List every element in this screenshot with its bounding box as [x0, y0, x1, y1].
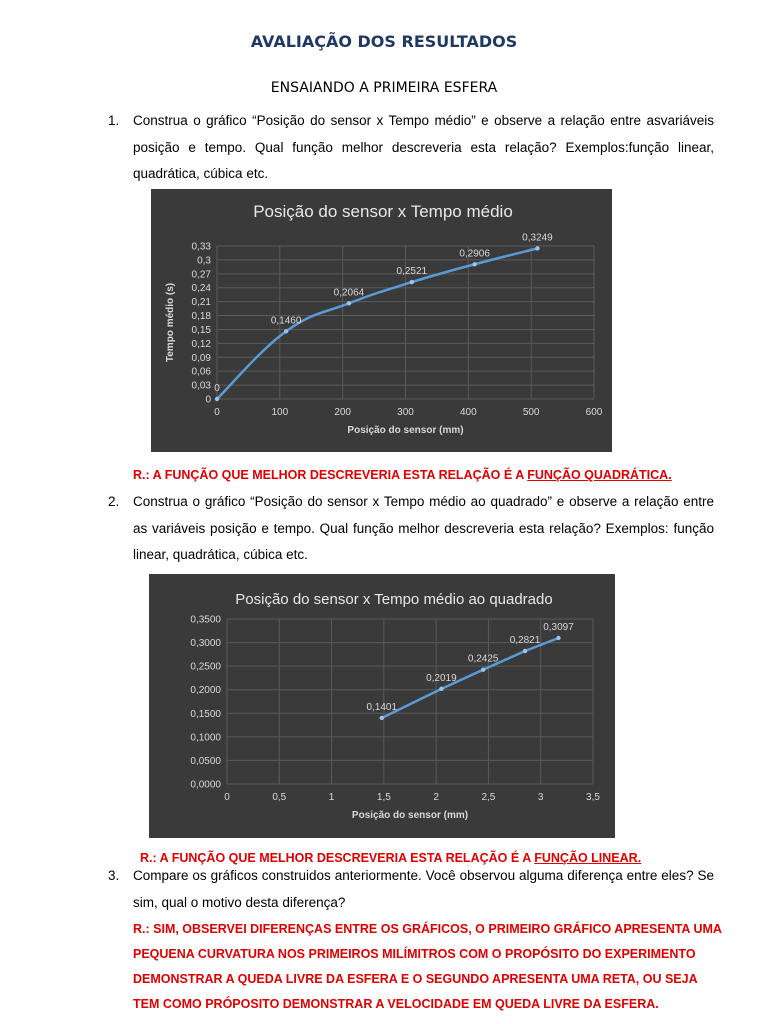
x-axis-label: Posição do sensor (mm) — [347, 425, 464, 436]
data-label: 0,2906 — [459, 248, 490, 260]
chart-2-svg — [149, 574, 615, 838]
answer-2-highlight: FUNÇÃO LINEAR. — [534, 851, 642, 865]
question-number: 1. — [108, 113, 120, 128]
x-tick-label: 200 — [334, 407, 352, 418]
chart-title: Posição do sensor x Tempo médio — [253, 202, 513, 221]
question-text: Compare os gráficos construidos anteriormente. Você observou alguma diferença entre eles? Se sim, qual o motivo desta diferença? — [133, 868, 714, 910]
y-tick-label: 0,1500 — [190, 708, 221, 720]
y-tick-label: 0,03 — [191, 380, 211, 392]
y-tick-label: 0,24 — [191, 283, 211, 295]
y-tick-label: 0,0000 — [190, 779, 221, 791]
y-tick-label: 0,18 — [191, 311, 211, 323]
data-label: 0,2821 — [509, 635, 541, 647]
data-point — [556, 636, 560, 640]
data-label: 0,2064 — [333, 287, 365, 299]
x-axis-label: Posição do sensor (mm) — [351, 810, 469, 821]
data-point — [472, 262, 476, 266]
data-point — [523, 649, 527, 653]
question-1 — [108, 108, 714, 188]
y-tick-label: 0,33 — [191, 241, 211, 253]
data-point — [380, 716, 384, 720]
data-point — [215, 397, 219, 401]
x-tick-label: 0,5 — [272, 792, 287, 803]
y-tick-label: 0,2500 — [190, 661, 221, 673]
y-tick-label: 0,2000 — [190, 685, 221, 697]
x-tick-label: 3 — [537, 792, 544, 803]
x-tick-label: 2,5 — [481, 792, 496, 803]
data-point — [347, 301, 351, 305]
chart-1-svg — [151, 189, 612, 452]
y-tick-label: 0,15 — [191, 324, 211, 336]
data-point — [284, 329, 288, 333]
chart-title: Posição do sensor x Tempo médio ao quadrado — [235, 591, 553, 608]
x-tick-label: 0 — [214, 407, 220, 418]
question-3 — [108, 863, 714, 916]
x-tick-label: 500 — [522, 407, 540, 418]
data-label: 0,3249 — [522, 232, 553, 244]
data-point — [481, 667, 485, 671]
question-number: 3. — [108, 868, 120, 883]
data-label: 0,2019 — [426, 672, 457, 684]
answer-2-prefix: R.: A FUNÇÃO QUE MELHOR DESCREVERIA ESTA RELAÇÃO É A — [140, 851, 535, 865]
y-tick-label: 0 — [205, 394, 211, 406]
question-number: 2. — [108, 494, 120, 509]
x-tick-label: 400 — [459, 407, 477, 418]
question-text: Construa o gráfico “Posição do sensor x Tempo médio ao quadrado” e observe a relação entre as variáveis posição e tempo. Qual função melhor descreveria esta relação? Exemplos: função linear, quadrática, cúbica etc. — [133, 494, 714, 562]
answer-3: R.: SIM, OBSERVEI DIFERENÇAS ENTRE OS GRÁFICOS, O PRIMEIRO GRÁFICO APRESENTA UMA PEQUENA CURVATURA NOS PRIMEIROS MILÍMITROS COM O PROPÓSITO DO EXPERIMENTO DEMONSTRAR A QUEDA LIVRE DA ESFERA E O SEGUNDO APRESENTA UMA RETA, OU SEJA TEM COMO PRÓPOSITO DEMONSTRAR A VELOCIDADE EM QUEDA LIVRE DA ESFERA. — [133, 922, 722, 1011]
y-tick-label: 0,06 — [191, 366, 211, 378]
y-axis-label: Tempo médio (s) — [165, 282, 176, 363]
x-tick-label: 1 — [328, 792, 335, 803]
data-label: 0,1460 — [270, 315, 302, 327]
question-2 — [108, 489, 714, 569]
chart-2 — [149, 574, 615, 838]
data-label: 0,2425 — [467, 653, 499, 665]
x-tick-label: 100 — [271, 407, 289, 418]
series-line — [217, 248, 537, 399]
x-tick-label: 2 — [433, 792, 439, 803]
x-tick-label: 600 — [585, 407, 603, 418]
answer-1-prefix: R.: A FUNÇÃO QUE MELHOR DESCREVERIA ESTA RELAÇÃO É A — [133, 468, 528, 482]
data-label: 0,1401 — [366, 701, 398, 713]
chart-1 — [151, 189, 612, 452]
data-point — [439, 687, 443, 691]
y-tick-label: 0,21 — [191, 297, 211, 309]
y-tick-label: 0,09 — [191, 352, 211, 364]
answer-1 — [133, 468, 672, 482]
y-tick-label: 0,27 — [191, 269, 211, 281]
page-subtitle: ENSAIANDO A PRIMEIRA ESFERA — [270, 80, 498, 96]
question-text: Construa o gráfico “Posição do sensor x Tempo médio” e observe a relação entre asvariáveis posição e tempo. Qual função melhor descreveria esta relação? Exemplos:função linear, quadrática, cúbica etc. — [133, 113, 714, 181]
data-label: 0,2521 — [396, 266, 428, 278]
data-point — [535, 246, 539, 250]
x-tick-label: 0 — [224, 792, 230, 803]
x-tick-label: 3,5 — [586, 792, 600, 803]
y-tick-label: 0,0500 — [190, 755, 221, 767]
y-tick-label: 0,1000 — [190, 732, 221, 744]
y-tick-label: 0,3 — [197, 255, 211, 267]
series-line — [382, 638, 559, 718]
data-label: 0,3097 — [543, 621, 574, 633]
y-tick-label: 0,12 — [191, 338, 211, 350]
page-title: AVALIAÇÃO DOS RESULTADOS — [250, 32, 518, 51]
x-tick-label: 1,5 — [376, 792, 391, 803]
data-label: 0 — [214, 383, 220, 394]
answer-1-highlight: FUNÇÃO QUADRÁTICA. — [527, 468, 672, 482]
y-tick-label: 0,3500 — [190, 614, 221, 626]
y-tick-label: 0,3000 — [190, 638, 221, 650]
data-point — [410, 280, 414, 284]
x-tick-label: 300 — [397, 407, 414, 418]
